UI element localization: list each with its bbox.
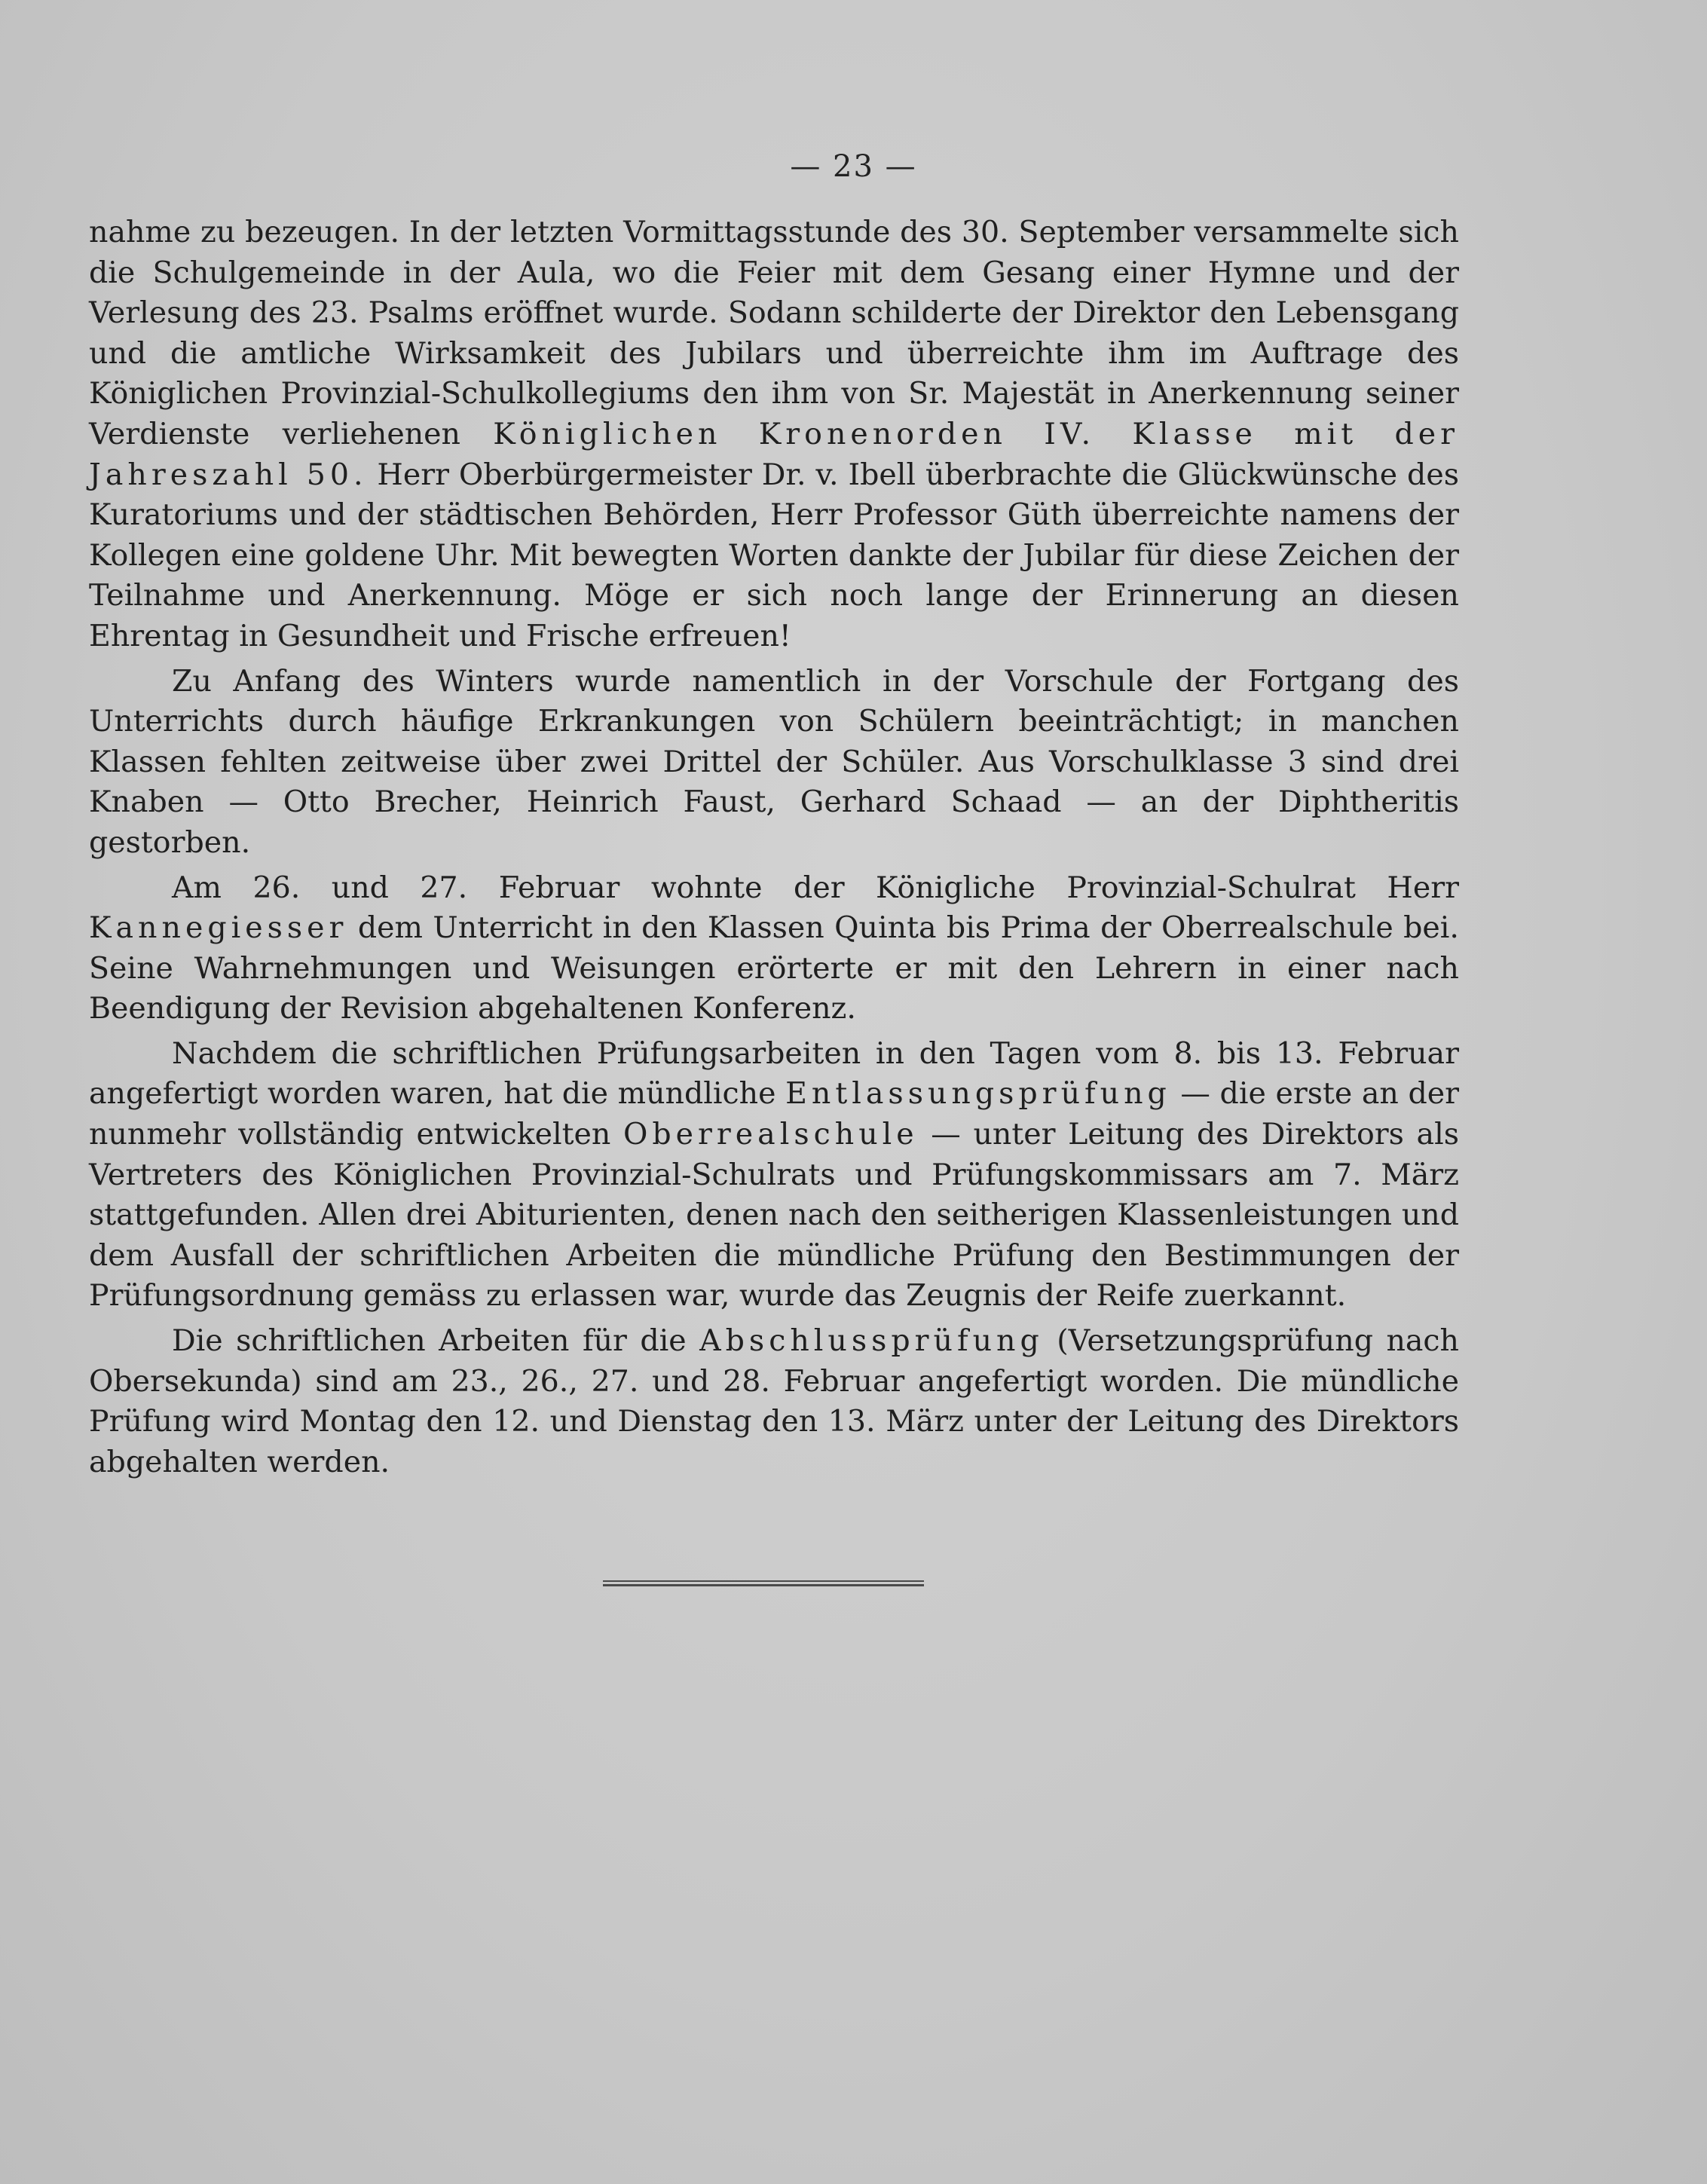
paragraph-1-spaced-award: Königlichen Kronenorden IV. Klasse mit der Jahreszahl 50.: [89, 416, 1459, 492]
paragraph-2-text: Zu Anfang des Winters wurde namentlich in der Vorschule der Fortgang des Unterrichts durch häufige Erkrankungen von Schülern beeinträchtigt; in manchen Klassen fehlten zeitweise über zwei Drittel der Schüler. Aus Vorschulklasse 3 sind drei Knaben — Otto Brecher, Heinrich Faust, Gerhard Schaad — an der Diphtheritis gestorben.: [89, 663, 1459, 860]
paragraph-1-text-b: Herr Oberbürgermeister Dr. v. Ibell überbrachte die Glückwünsche des Kuratoriums und der städtischen Behörden, Herr Professor Güth überreichte namens der Kollegen eine goldene Uhr. Mit bewegten Worten dankte der Jubilar für diese Zeichen der Teilnahme und Anerkennung. Möge er sich noch lange der Erinnerung an diesen Ehrentag in Gesundheit und Frische erfreuen!: [89, 457, 1459, 653]
paragraph-4: [89, 1034, 1459, 1317]
paragraph-4-spaced-exam: Entlassungsprüfung: [785, 1076, 1171, 1112]
paragraph-2: [89, 662, 1459, 864]
end-rule-line-top: [603, 1580, 924, 1582]
end-rule: [603, 1580, 924, 1586]
paragraph-4-spaced-school: Oberrealschule: [623, 1117, 919, 1152]
paragraph-4-text-b: — die erste an der nunmehr vollständig entwickelten: [89, 1076, 1460, 1152]
paragraph-5-text-b: (Versetzungsprüfung nach Obersekunda) sind am 23., 26., 27. und 28. Februar angefertigt worden. Die mündliche Prüfung wird Montag den 12. und Dienstag den 13. März unter der Leitung des Direktors abgehalten werden.: [89, 1323, 1459, 1479]
body-text: [89, 213, 1459, 1487]
paragraph-3-text-b: dem Unterricht in den Klassen Quinta bis Prima der Oberrealschule bei. Seine Wahrnehmungen und Weisungen erörterte er mit den Lehrern in einer nach Beendigung der Revision abgehaltenen Konferenz.: [89, 910, 1459, 1026]
page-number: — 23 —: [790, 149, 917, 184]
end-rule-line-bottom: [603, 1584, 924, 1586]
paragraph-5-spaced-exam: Abschlussprüfung: [699, 1323, 1044, 1359]
paragraph-5-text-a: Die schriftlichen Arbeiten für die: [172, 1323, 700, 1359]
paragraph-3: [89, 868, 1459, 1029]
paragraph-3-text-a: Am 26. und 27. Februar wohnte der Königliche Provinzial-Schulrat Herr: [172, 870, 1459, 905]
paragraph-4-text-a: Nachdem die schriftlichen Prüfungsarbeiten in den Tagen vom 8. bis 13. Februar angefertigt worden waren, hat die mündliche: [89, 1035, 1459, 1112]
paragraph-5: [89, 1321, 1459, 1482]
paragraph-1: [89, 213, 1459, 657]
paragraph-4-text-c: — unter Leitung des Direktors als Vertreters des Königlichen Provinzial-Schulrats und Prüfungskommissars am 7. März stattgefunden. Allen drei Abiturienten, denen nach den seitherigen Klassenleistungen und dem Ausfall der schriftlichen Arbeiten die mündliche Prüfung den Bestimmungen der Prüfungsordnung gemäss zu erlassen war, wurde das Zeugnis der Reife zuerkannt.: [89, 1117, 1459, 1314]
paragraph-1-text-a: nahme zu bezeugen. In der letzten Vormittagsstunde des 30. September versammelte sich die Schulgemeinde in der Aula, wo die Feier mit dem Gesang einer Hymne und der Verlesung des 23. Psalms eröffnet wurde. Sodann schilderte der Direktor den Lebensgang und die amtliche Wirksamkeit des Jubilars und überreichte ihm im Auftrage des Königlichen Provinzial-Schulkollegiums den ihm von Sr. Majestät in Anerkennung seiner Verdienste verliehenen: [89, 215, 1459, 451]
paragraph-3-spaced-name: Kannegiesser: [89, 910, 348, 946]
